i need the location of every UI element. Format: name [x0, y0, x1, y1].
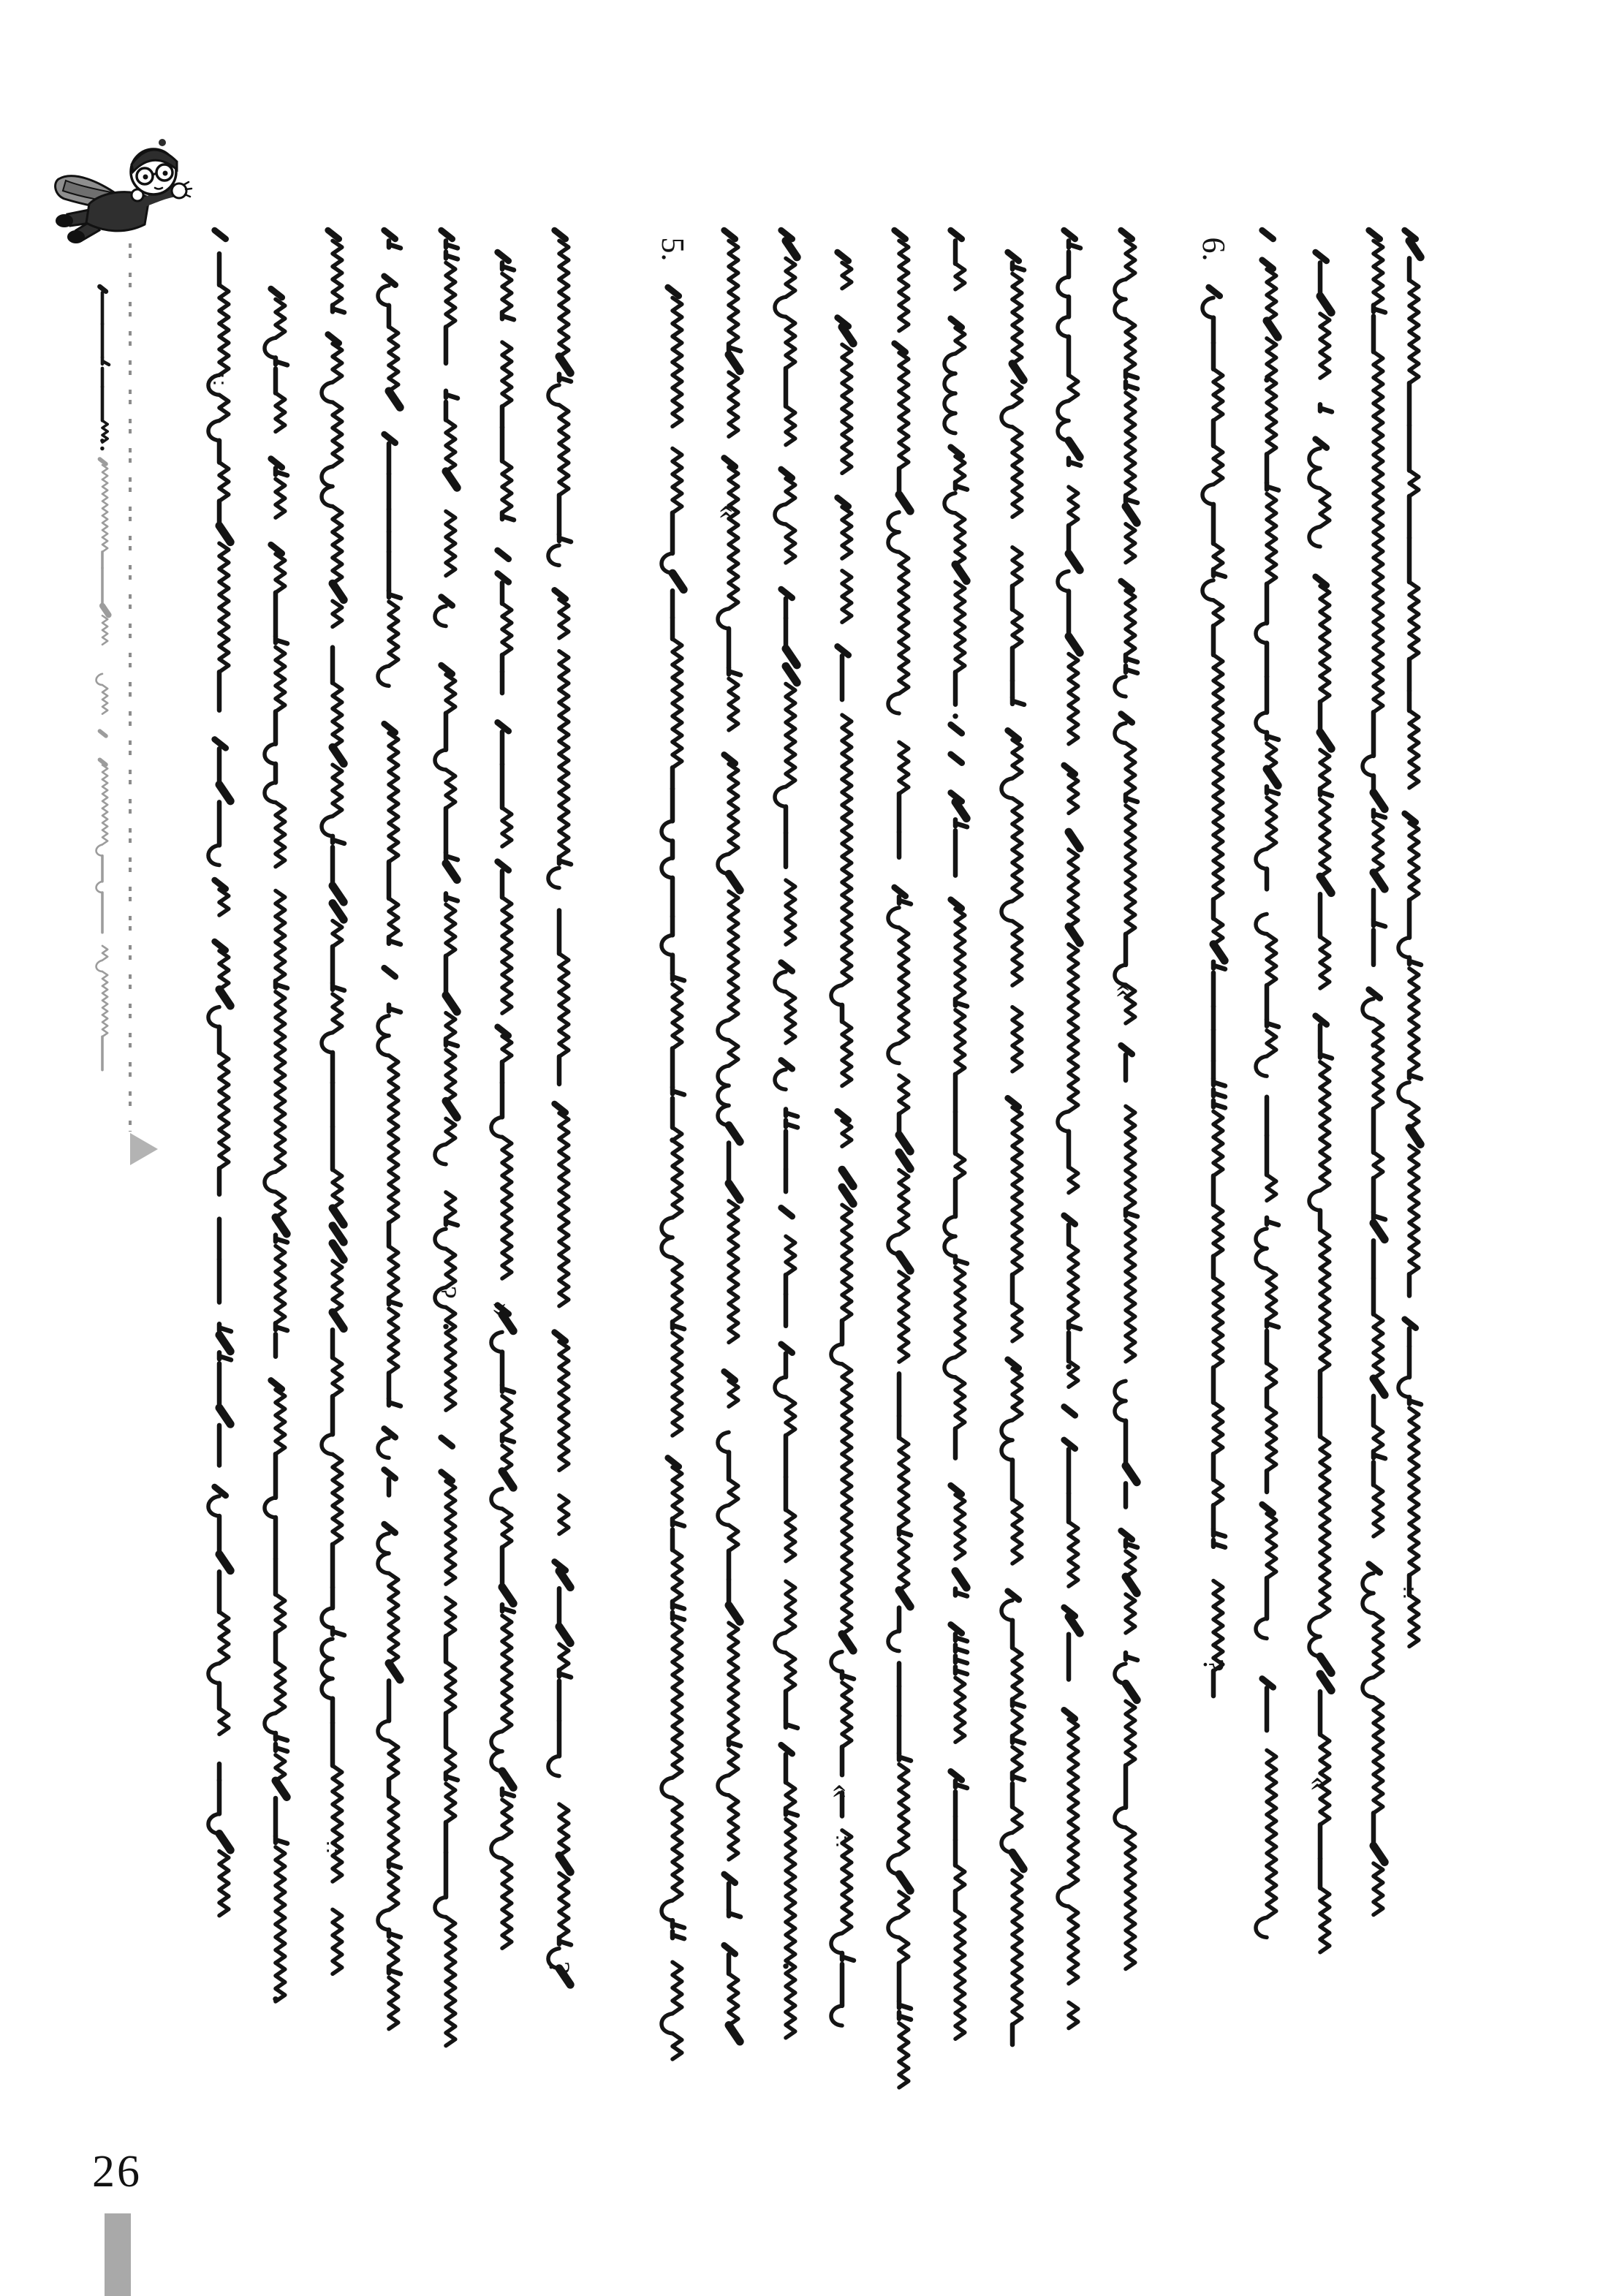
punctuation-mark: ·: [780, 1947, 792, 1985]
item-number-label: 6.: [1196, 237, 1232, 262]
punctuation-mark: ?: [430, 1286, 463, 1299]
punctuation-mark: »: [486, 1303, 519, 1317]
page-number: 26: [92, 2147, 142, 2197]
margin-note-colon: :: [98, 429, 107, 456]
punctuation-mark: ·: [270, 1980, 281, 2017]
punctuation-mark: ·: [1368, 1026, 1379, 1064]
punctuation-mark: ·: [440, 1308, 452, 1345]
item-number-label: 5.: [655, 237, 691, 262]
punctuation-mark: «: [826, 1784, 859, 1798]
punctuation-mark: ?: [543, 1961, 576, 1974]
punctuation-mark: ∷: [325, 1837, 340, 1859]
punctuation-mark: ∷: [1402, 1583, 1417, 1604]
footer-tab: [105, 2213, 131, 2296]
punctuation-mark: «: [1110, 983, 1143, 998]
punctuation-mark: ?: [1197, 1659, 1230, 1672]
punctuation-mark: ∷: [212, 369, 227, 391]
punctuation-mark: ·: [950, 697, 961, 735]
punctuation-mark: ·: [1261, 361, 1273, 398]
punctuation-mark: ∷: [835, 1831, 849, 1853]
punctuation-mark: ·: [667, 1121, 678, 1159]
punctuation-mark: «: [1304, 1776, 1337, 1791]
punctuation-mark: «: [713, 504, 746, 519]
punctuation-mark: ·: [1063, 1348, 1075, 1385]
